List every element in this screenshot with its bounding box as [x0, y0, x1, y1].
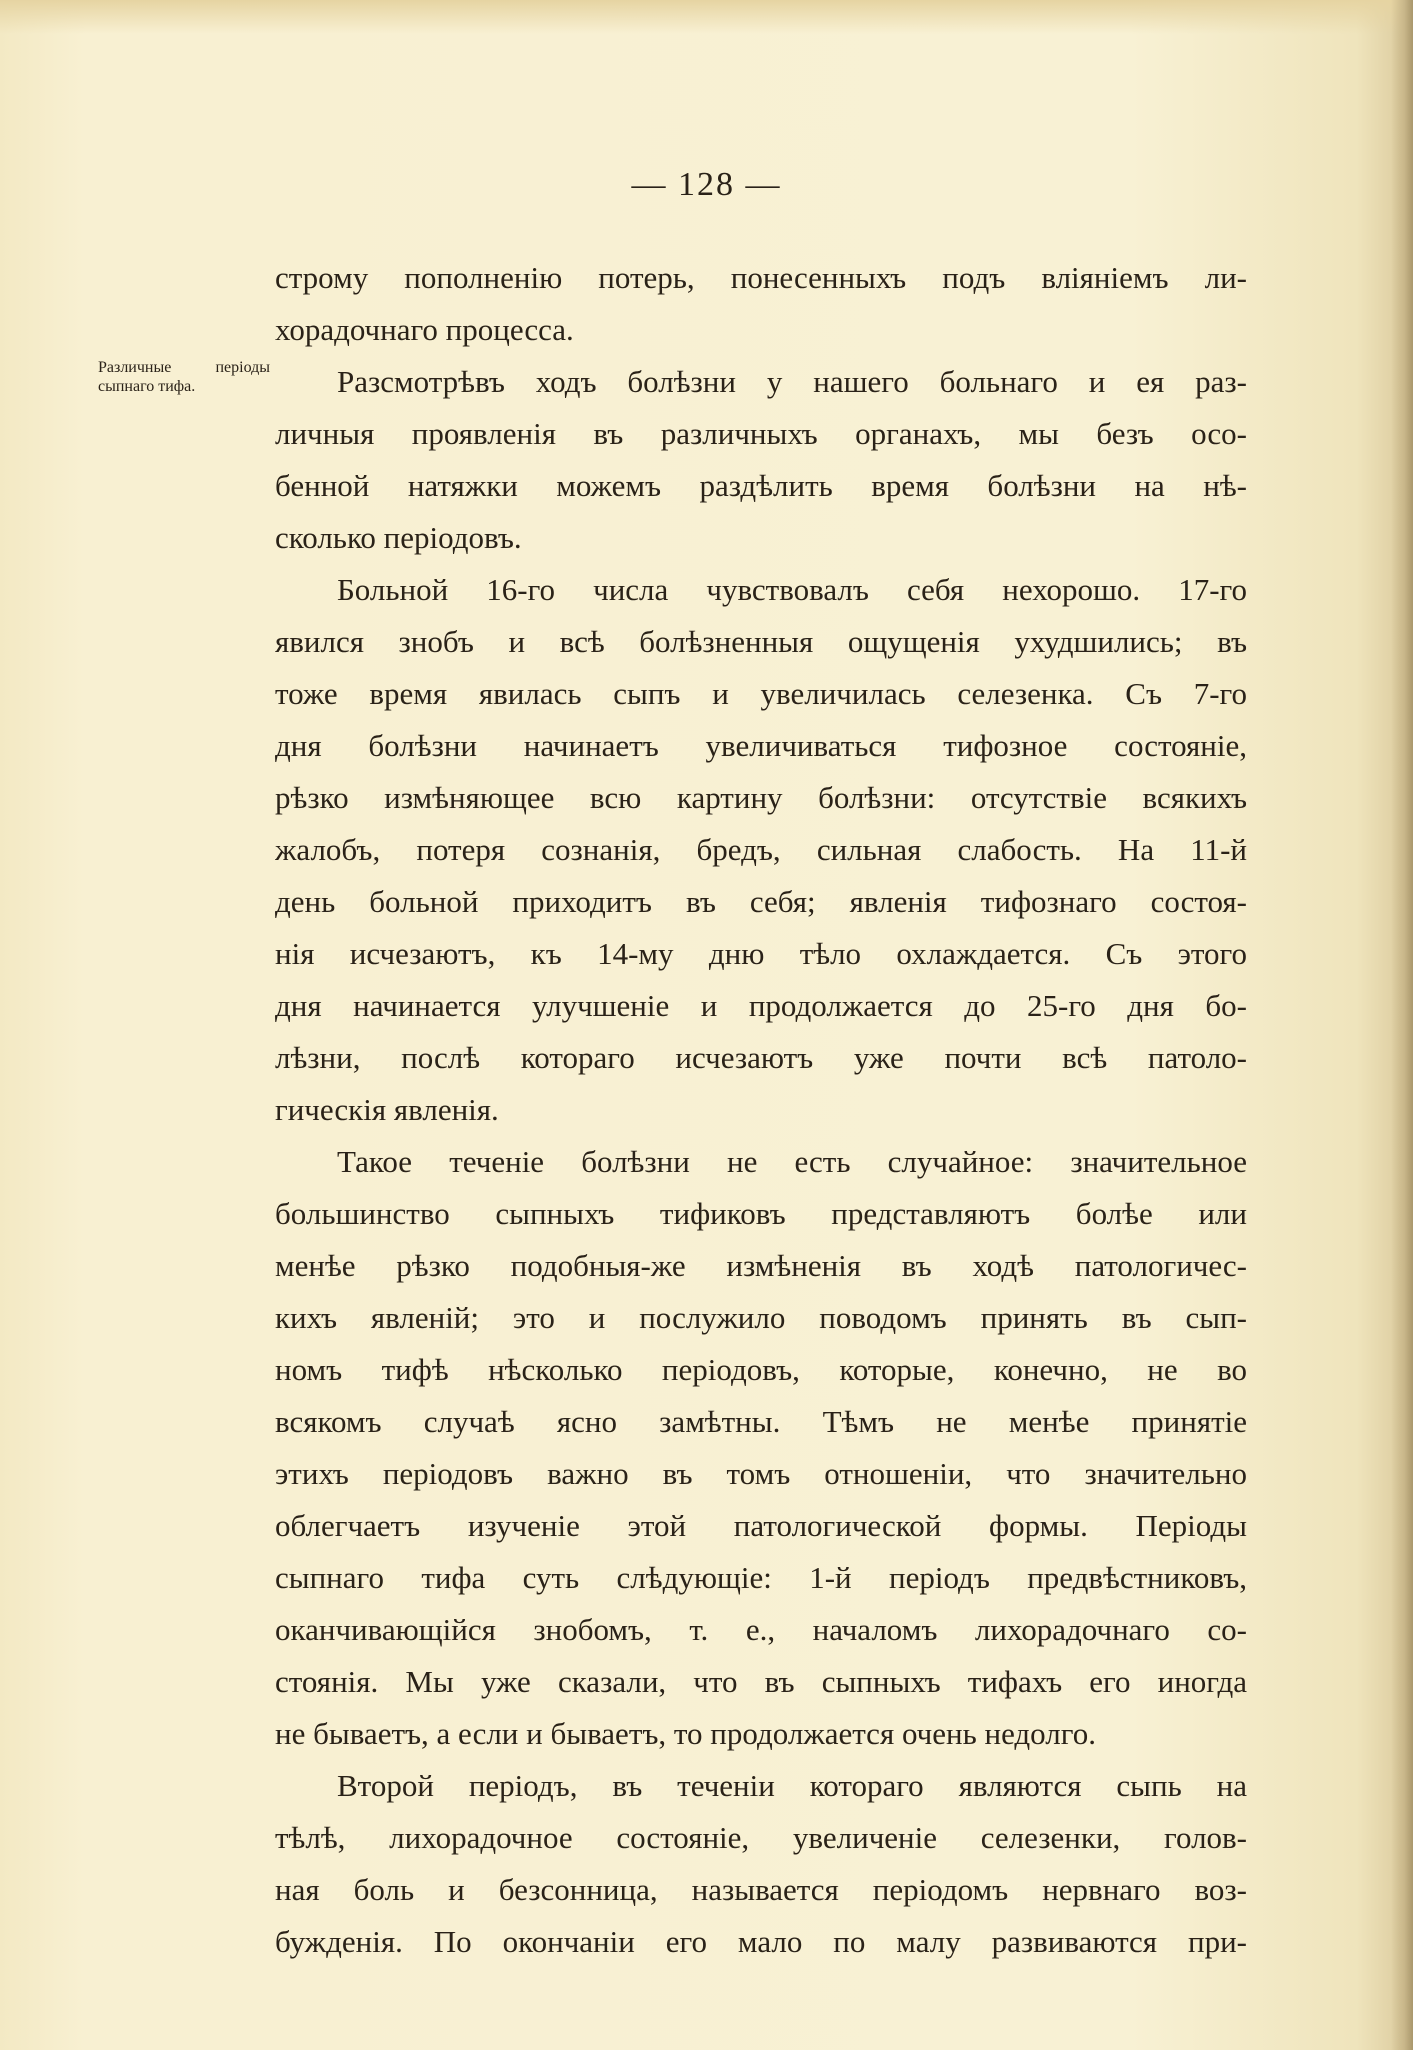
- text-line: сыпнаго тифа суть слѣдующіе: 1-й періодъ предвѣстниковъ,: [275, 1560, 1247, 1595]
- text-line: рѣзко измѣняющее всю картину болѣзни: отсутствіе всякихъ: [275, 780, 1247, 815]
- text-line: этихъ періодовъ важно въ томъ отношеніи, что значительно: [275, 1456, 1247, 1491]
- text-line: гическія явленія.: [275, 1092, 499, 1127]
- text-line: дня начинается улучшеніе и продолжается до 25-го дня бо-: [275, 988, 1247, 1023]
- page-number: — 128 —: [631, 166, 782, 203]
- text-line: тоже время явилась сыпъ и увеличилась селезенка. Съ 7-го: [275, 676, 1247, 711]
- text-line: не бываетъ, а если и бываетъ, то продолжается очень недолго.: [275, 1716, 1096, 1751]
- text-line: тѣлѣ, лихорадочное состояніе, увеличеніе селезенки, голов-: [275, 1820, 1247, 1855]
- body-text: [275, 252, 1247, 1968]
- text-line: Такое теченіе болѣзни не есть случайное: значительное: [337, 1144, 1247, 1179]
- text-line: Больной 16-го числа чувствовалъ себя нехорошо. 17-го: [337, 572, 1247, 607]
- text-line: стоянія. Мы уже сказали, что въ сыпныхъ тифахъ его иногда: [275, 1664, 1247, 1699]
- text-line: дня болѣзни начинаетъ увеличиваться тифозное состояніе,: [275, 728, 1247, 763]
- text-line: жалобъ, потеря сознанія, бредъ, сильная слабость. На 11-й: [275, 832, 1247, 867]
- text-line: Разсмотрѣвъ ходъ болѣзни у нашего больнаго и ея раз-: [337, 364, 1247, 399]
- text-line: ная боль и безсонница, называется періодомъ нервнаго воз-: [275, 1872, 1247, 1907]
- page-top-shadow: [0, 0, 1413, 34]
- page-binding-edge: [1391, 0, 1413, 2050]
- text-line: большинство сыпныхъ тификовъ представляютъ болѣе или: [275, 1196, 1247, 1231]
- text-line: личныя проявленія въ различныхъ органахъ, мы безъ осо-: [275, 416, 1247, 451]
- text-line: менѣе рѣзко подобныя-же измѣненія въ ходѣ патологичес-: [275, 1248, 1247, 1283]
- text-line: нія исчезаютъ, къ 14-му дню тѣло охлаждается. Съ этого: [275, 936, 1247, 971]
- text-line: номъ тифѣ нѣсколько періодовъ, которые, конечно, не во: [275, 1352, 1247, 1387]
- text-line: сколько періодовъ.: [275, 520, 522, 555]
- text-line: кихъ явленій; это и послужило поводомъ принять въ сып-: [275, 1300, 1247, 1335]
- text-line: бужденія. По окончаніи его мало по малу развиваются при-: [275, 1924, 1247, 1959]
- text-line: день больной приходитъ въ себя; явленія тифознаго состоя-: [275, 884, 1247, 919]
- text-line: Второй періодъ, въ теченіи котораго являются сыпь на: [337, 1768, 1247, 1803]
- text-line: явился знобъ и всѣ болѣзненныя ощущенія ухудшились; въ: [275, 624, 1247, 659]
- text-line: хорадочнаго процесса.: [275, 312, 574, 347]
- text-line: строму пополненію потерь, понесенныхъ подъ вліяніемъ ли-: [275, 260, 1247, 295]
- text-line: бенной натяжки можемъ раздѣлить время болѣзни на нѣ-: [275, 468, 1247, 503]
- text-line: оканчивающійся знобомъ, т. е., началомъ лихорадочнаго со-: [275, 1612, 1247, 1647]
- margin-note: Различные періоды сыпнаго тифа.: [98, 359, 270, 395]
- text-line: лѣзни, послѣ котораго исчезаютъ уже почти всѣ патоло-: [275, 1040, 1247, 1075]
- text-line: облегчаетъ изученіе этой патологической формы. Періоды: [275, 1508, 1247, 1543]
- text-line: всякомъ случаѣ ясно замѣтны. Тѣмъ не менѣе принятіе: [275, 1404, 1247, 1439]
